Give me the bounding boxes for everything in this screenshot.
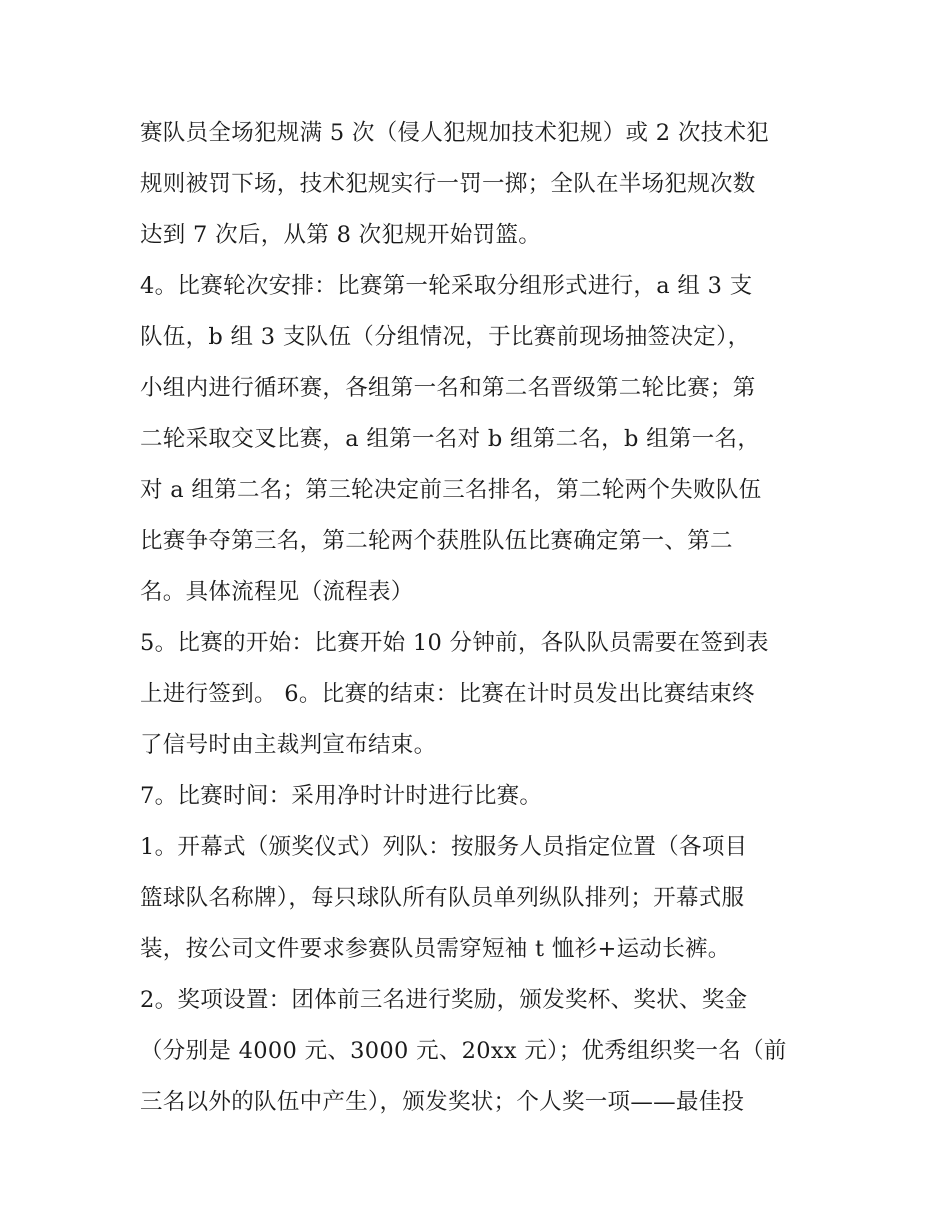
text-line-7: 二轮采取交叉比赛，a 组第一名对 b 组第二名，b 组第一名， (140, 426, 761, 452)
text-line-18: 2。奖项设置：团体前三名进行奖励，颁发奖杯、奖状、奖金 (140, 987, 748, 1013)
text-line-17: 装，按公司文件要求参赛队员需穿短袖 t 恤衫+运动长裤。 (140, 936, 731, 962)
text-line-5: 队伍，b 组 3 支队伍（分组情况，于比赛前现场抽签决定）， (140, 324, 751, 350)
text-line-20: 三名以外的队伍中产生），颁发奖状；个人奖一项——最佳投 (140, 1089, 745, 1115)
text-line-6: 小组内进行循环赛，各组第一名和第二名晋级第二轮比赛；第 (140, 375, 756, 401)
text-line-9: 比赛争夺第三名，第二轮两个获胜队伍比赛确定第一、第二 (140, 528, 733, 554)
text-line-14: 7。比赛时间：采用净时计时进行比赛。 (140, 783, 543, 809)
body-text (140, 108, 830, 1128)
text-line-12: 上进行签到。 6。比赛的结束：比赛在计时员发出比赛结束终 (140, 681, 755, 707)
text-line-4: 4。比赛轮次安排：比赛第一轮采取分组形式进行，a 组 3 支 (140, 273, 753, 299)
text-line-10: 名。具体流程见（流程表） (140, 579, 414, 605)
text-line-1: 赛队员全场犯规满 5 次（侵人犯规加技术犯规）或 2 次技术犯 (140, 120, 770, 146)
text-line-16: 篮球队名称牌），每只球队所有队员单列纵队排列；开幕式服 (140, 885, 745, 911)
text-line-13: 了信号时由主裁判宣布结束。 (140, 732, 437, 758)
text-line-15: 1。开幕式（颁奖仪式）列队：按服务人员指定位置（各项目 (140, 834, 748, 860)
text-line-2: 规则被罚下场，技术犯规实行一罚一掷；全队在半场犯规次数 (140, 171, 756, 197)
text-line-8: 对 a 组第二名；第三轮决定前三名排名，第二轮两个失败队伍 (140, 477, 762, 503)
text-line-3: 达到 7 次后，从第 8 次犯规开始罚篮。 (140, 222, 542, 248)
text-line-19: （分别是 4000 元、3000 元、20xx 元）；优秀组织奖一名（前 (140, 1038, 787, 1064)
text-line-11: 5。比赛的开始：比赛开始 10 分钟前，各队队员需要在签到表 (140, 630, 769, 656)
